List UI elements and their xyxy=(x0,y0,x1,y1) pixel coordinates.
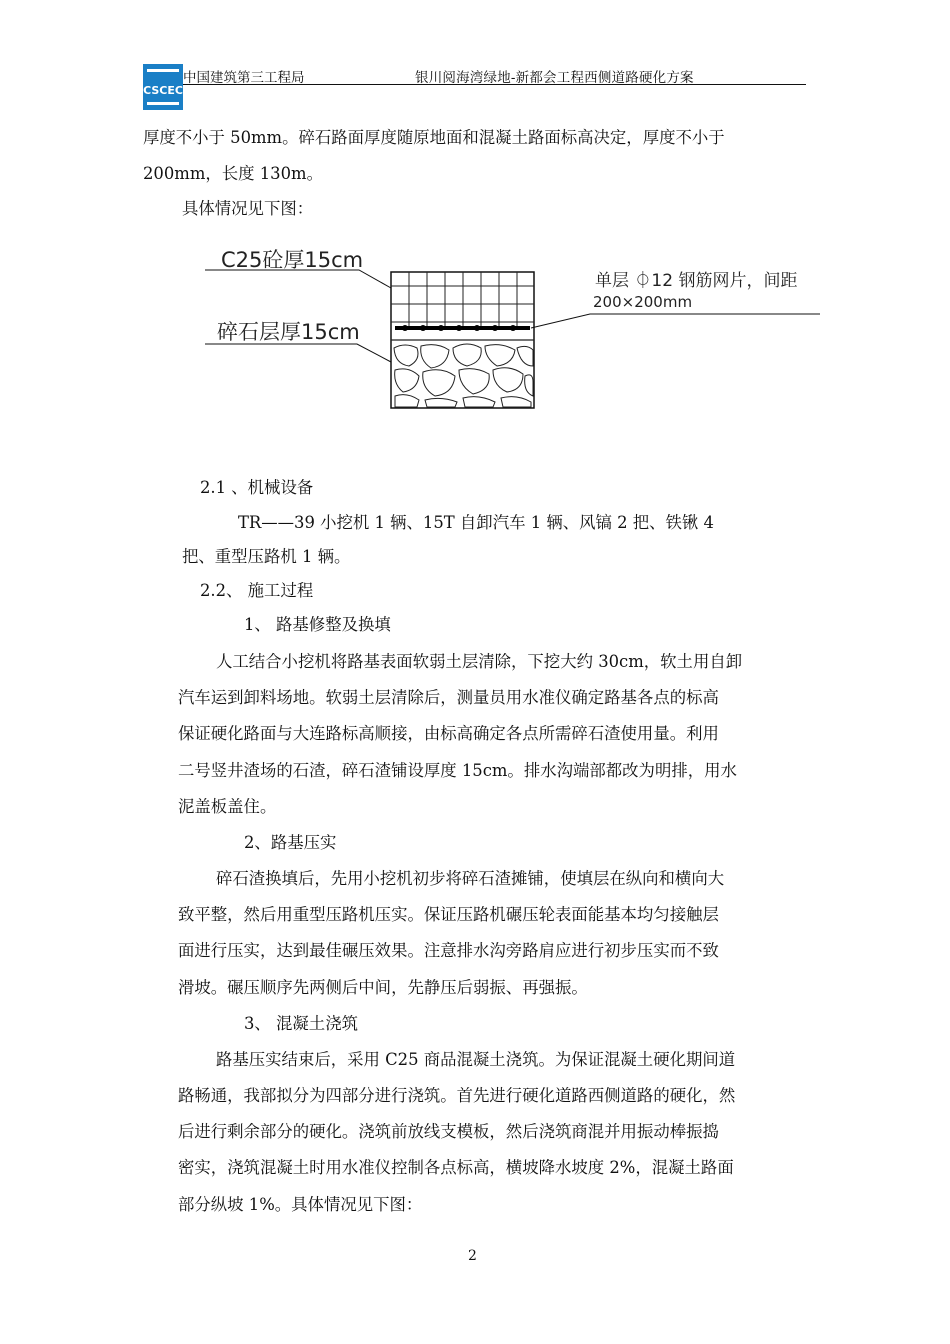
concrete-thickness-label: C25砼厚15cm xyxy=(221,248,364,272)
subsection-1-heading: 1、 路基修整及换填 xyxy=(244,615,391,634)
section-2-1-line-1: TR——39 小挖机 1 辆、15T 自卸汽车 1 辆、风镐 2 把、铁锹 4 xyxy=(238,513,714,532)
section-2-1-heading: 2.1 、机械设备 xyxy=(200,478,314,497)
rebar-leader-line xyxy=(531,314,820,328)
subsection-3-line: 密实，浇筑混凝土时用水准仪控制各点标高，横坡降水坡度 2%，混凝土路面 xyxy=(178,1158,734,1177)
subsection-3-line: 路基压实结束后，采用 C25 商品混凝土浇筑。为保证混凝土硬化期间道 xyxy=(216,1050,736,1069)
cscec-logo-icon xyxy=(143,64,183,110)
pavement-cross-section-diagram xyxy=(205,236,825,416)
intro-line-3: 具体情况见下图： xyxy=(182,199,314,218)
header-divider xyxy=(183,84,806,85)
section-2-1-line-2: 把、重型压路机 1 辆。 xyxy=(182,547,351,566)
subsection-1-line: 泥盖板盖住。 xyxy=(178,797,277,816)
subsection-2-line: 致平整，然后用重型压路机压实。保证压路机碾压轮表面能基本均匀接触层 xyxy=(178,905,719,924)
subsection-1-line: 二号竖井渣场的石渣，碎石渣铺设厚度 15cm。排水沟端部都改为明排，用水 xyxy=(178,761,737,780)
project-title: 银川阅海湾绿地-新都会工程西侧道路硬化方案 xyxy=(415,70,694,86)
rebar-spec-label: 单层 ⏀12 钢筋网片，间距 xyxy=(595,271,798,291)
intro-line-1: 厚度不小于 50mm。碎石路面厚度随原地面和混凝土路面标高决定，厚度不小于 xyxy=(143,128,725,147)
page-number: 2 xyxy=(468,1248,477,1264)
subsection-2-line: 碎石渣换填后，先用小挖机初步将碎石渣摊铺，使填层在纵向和横向大 xyxy=(216,869,725,888)
subsection-1-line: 人工结合小挖机将路基表面软弱土层清除，下挖大约 30cm，软土用自卸 xyxy=(216,652,743,671)
company-logo xyxy=(143,64,183,110)
subsection-3-line: 后进行剩余部分的硬化。浇筑前放线支模板，然后浇筑商混并用振动棒振捣 xyxy=(178,1122,719,1141)
subsection-3-line: 部分纵坡 1%。具体情况见下图： xyxy=(178,1195,423,1214)
concrete-layer xyxy=(391,272,534,328)
section-2-2-heading: 2.2、 施工过程 xyxy=(200,581,314,600)
subsection-1-line: 保证硬化路面与大连路标高顺接，由标高确定各点所需碎石渣使用量。利用 xyxy=(178,724,719,743)
gravel-leader-line xyxy=(205,344,391,362)
subsection-3-line: 路畅通，我部拟分为四部分进行浇筑。首先进行硬化道路西侧道路的硬化，然 xyxy=(178,1086,736,1105)
svg-text:CSCEC: CSCEC xyxy=(143,84,183,97)
rebar-spacing-label: 200×200mm xyxy=(593,293,693,311)
organization-name: 中国建筑第三工程局 xyxy=(183,70,305,86)
subsection-2-line: 面进行压实，达到最佳碾压效果。注意排水沟旁路肩应进行初步压实而不致 xyxy=(178,941,719,960)
subsection-2-line: 滑坡。碾压顺序先两侧后中间，先静压后弱振、再强振。 xyxy=(178,978,588,997)
subsection-3-heading: 3、 混凝土浇筑 xyxy=(244,1014,358,1033)
intro-line-2: 200mm，长度 130m。 xyxy=(143,164,323,183)
subsection-1-line: 汽车运到卸料场地。软弱土层清除后，测量员用水准仪确定路基各点的标高 xyxy=(178,688,719,707)
gravel-thickness-label: 碎石层厚15cm xyxy=(217,320,360,344)
page-header xyxy=(143,64,806,97)
gravel-layer xyxy=(394,344,533,407)
subsection-2-heading: 2、路基压实 xyxy=(244,833,337,852)
